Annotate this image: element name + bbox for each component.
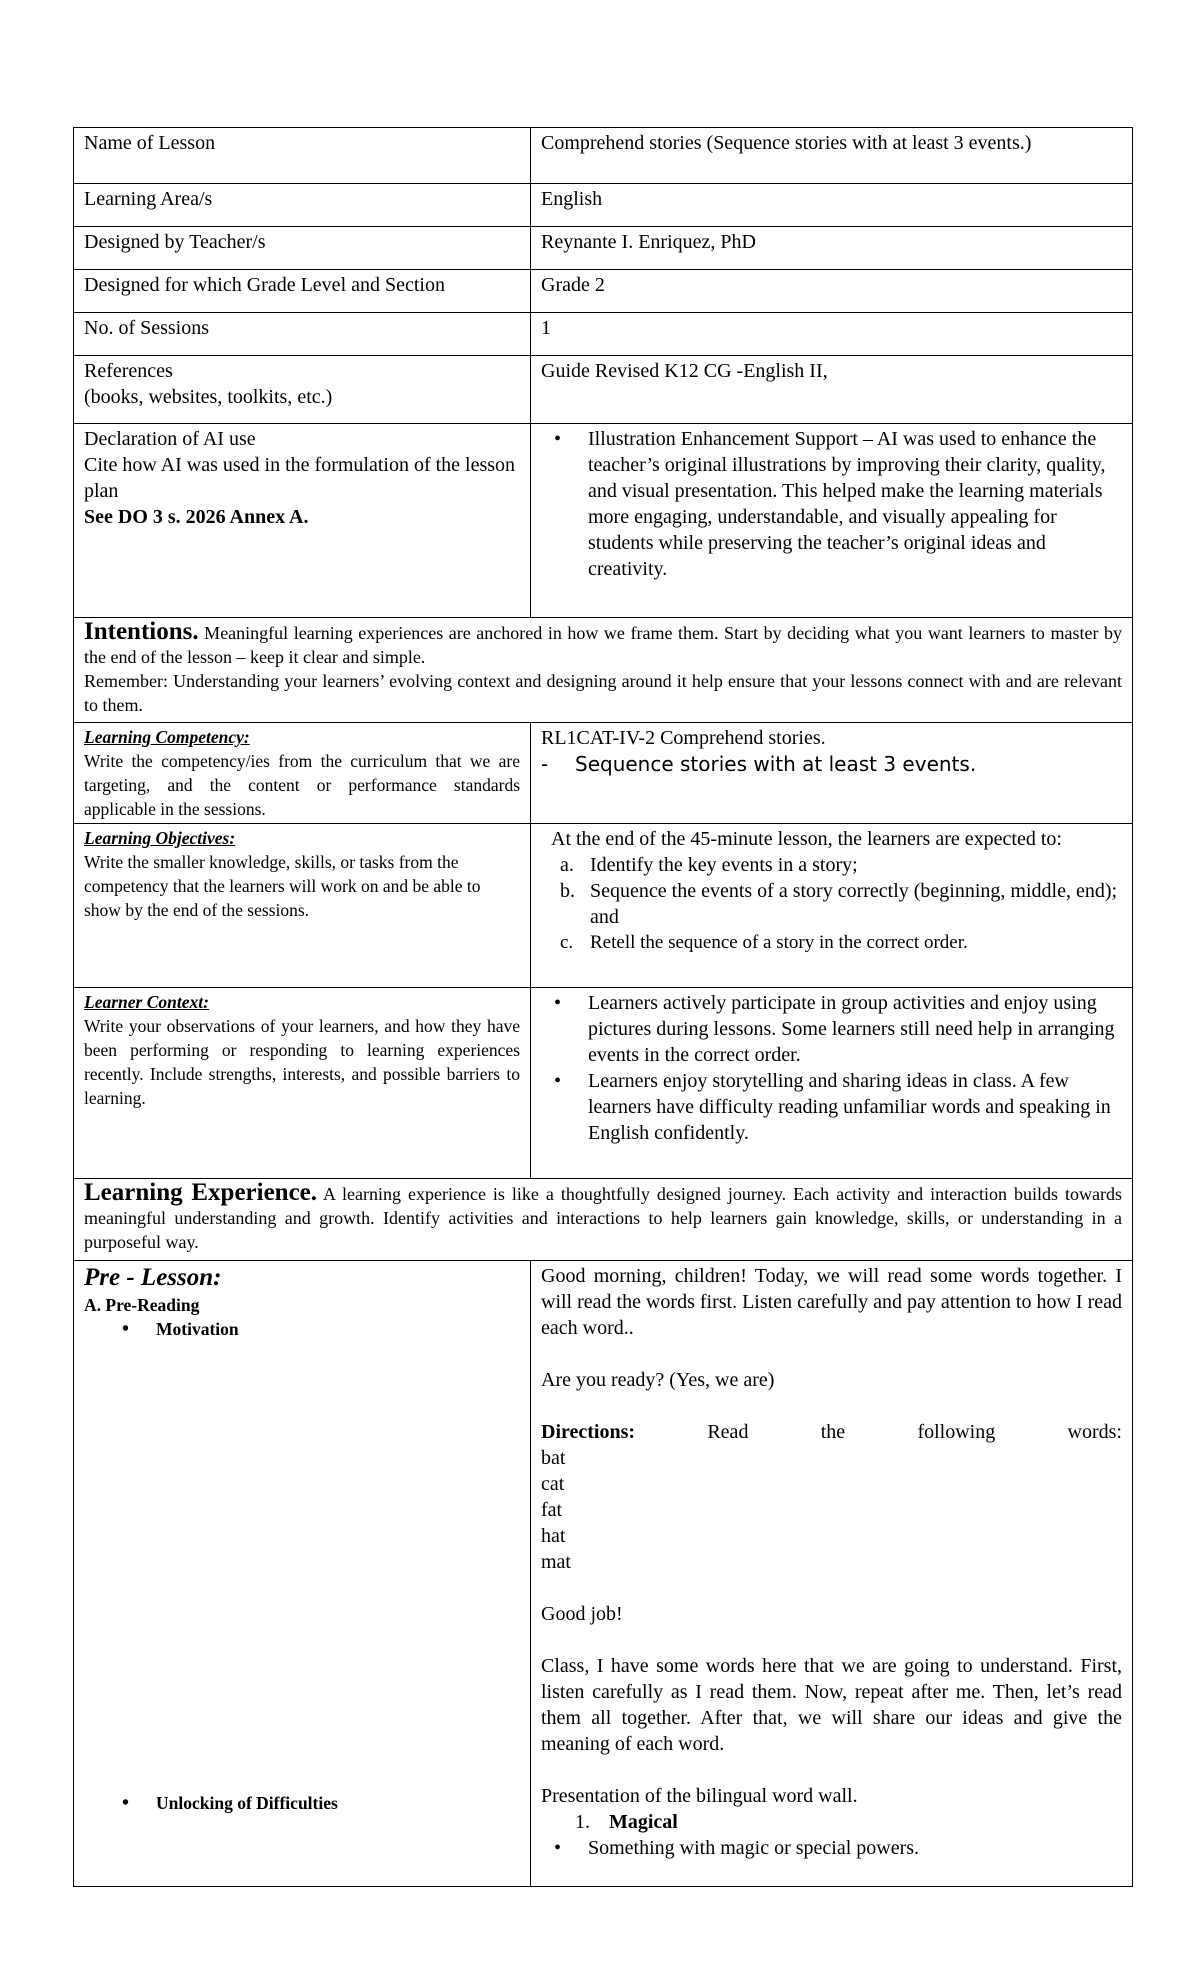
- word-item: hat: [541, 1525, 566, 1547]
- references-subtitle: (books, websites, toolkits, etc.): [84, 386, 333, 408]
- value-grade-level: Grade 2: [531, 270, 1133, 313]
- label-grade-level: Designed for which Grade Level and Section: [74, 270, 531, 313]
- competency-code: RL1CAT-IV-2 Comprehend stories.: [541, 727, 826, 749]
- label-name-of-lesson: Name of Lesson: [74, 128, 531, 184]
- context-desc: Write your observations of your learners, and how they have been performing or responding to learning experiences recently. Include strengths, interests, and possible barriers to learning.: [84, 1016, 520, 1108]
- label-ai-use: [74, 424, 531, 618]
- directions-word: Read: [707, 1421, 749, 1443]
- label-designed-by: Designed by Teacher/s: [74, 227, 531, 270]
- competency-value-cell: [531, 723, 1133, 824]
- row-designed-by: [74, 227, 1133, 270]
- row-learning-experience: [74, 1179, 1133, 1261]
- row-objectives: [74, 824, 1133, 988]
- prereading-list: [84, 1317, 520, 1341]
- lesson-plan-table: [73, 127, 1133, 1887]
- objectives-list: [551, 852, 1122, 956]
- intentions-heading: Intentions.: [84, 618, 199, 645]
- directions-word: following: [917, 1421, 996, 1443]
- competency-desc: Write the competency/ies from the curriculum that we are targeting, and the content or performance standards applicable in the sessions.: [84, 751, 520, 819]
- prelesson-heading: Pre - Lesson:: [84, 1264, 222, 1291]
- unlocking-list: [84, 1791, 338, 1815]
- objectives-intro: At the end of the 45-minute lesson, the learners are expected to:: [551, 828, 1062, 850]
- intentions-cell: [74, 618, 1133, 723]
- directions-word: words:: [1067, 1421, 1122, 1443]
- motivation-item: • Motivation: [156, 1317, 520, 1341]
- class-text: Class, I have some words here that we are going to understand. First, listen carefully as I read them. Now, repeat after me. Then, let’s read them all together. After that, we will share our ideas and give the meaning of each word.: [541, 1655, 1122, 1755]
- row-competency: [74, 723, 1133, 824]
- competency-label-cell: [74, 723, 531, 824]
- word-item: mat: [541, 1551, 571, 1573]
- directions-label: Directions:: [541, 1421, 636, 1443]
- word-item: fat: [541, 1499, 563, 1521]
- lesson-plan-document: [73, 127, 1132, 1887]
- word-wall-number: 1.: [575, 1811, 590, 1833]
- value-name-of-lesson: Comprehend stories (Sequence stories with at least 3 events.): [531, 128, 1133, 184]
- word-wall-def-list: [541, 1835, 1122, 1861]
- ai-use-instruction: Cite how AI was used in the formulation of the lesson plan: [84, 454, 516, 502]
- objective-item: b. Sequence the events of a story correctly (beginning, middle, end); and: [560, 880, 1118, 928]
- competency-item: Sequence stories with at least 3 events.: [575, 752, 977, 776]
- prelesson-value-cell: [531, 1261, 1133, 1887]
- directions-line: [541, 1419, 1122, 1445]
- directions-word: the: [820, 1421, 846, 1443]
- unlocking-item: • Unlocking of Difficulties: [156, 1791, 338, 1815]
- competency-heading: Learning Competency:: [84, 727, 250, 747]
- row-references: [74, 356, 1133, 424]
- intentions-remember: Remember: Understanding your learners’ evolving context and designing around it help ensure that your lessons connect with and are relevant to them.: [84, 671, 1122, 715]
- intentions-text: Meaningful learning experiences are anchored in how we frame them. Start by deciding what you want learners to master by the end of the lesson – keep it clear and simple.: [84, 623, 1122, 667]
- ai-use-title: Declaration of AI use: [84, 428, 256, 450]
- objective-item: a. Identify the key events in a story;: [560, 854, 858, 876]
- row-learning-area: [74, 184, 1133, 227]
- objective-item: c. Retell the sequence of a story in the correct order.: [560, 932, 968, 953]
- word-wall-definition: • Something with magic or special powers.: [588, 1835, 1122, 1861]
- row-ai-use: [74, 424, 1133, 618]
- prelesson-label-cell: [74, 1261, 531, 1887]
- context-list: [541, 990, 1122, 1146]
- ai-use-list: [541, 426, 1122, 582]
- row-pre-lesson: [74, 1261, 1133, 1887]
- ai-use-bullet: • Illustration Enhancement Support – AI was used to enhance the teacher’s original illustrations by improving their clarity, quality, and visual presentation. This helped make the learning materials more engaging, understandable, and visually appealing for students while preserving the teacher’s original ideas and creativity.: [588, 426, 1122, 582]
- presentation-text: Presentation of the bilingual word wall.: [541, 1785, 858, 1807]
- references-title: References: [84, 360, 173, 382]
- context-bullet: • Learners actively participate in group activities and enjoy using pictures during lessons. Some learners still need help in arranging events in the correct order.: [588, 990, 1122, 1068]
- experience-text: A learning experience is like a thoughtfully designed journey. Each activity and interaction builds towards meaningful understanding and growth. Identify activities and interactions to help learners gain knowledge, skills, or understanding in a purposeful way.: [84, 1184, 1123, 1252]
- goodjob-text: Good job!: [541, 1603, 623, 1625]
- word-wall-word: Magical: [609, 1811, 678, 1833]
- context-bullet: • Learners enjoy storytelling and sharing ideas in class. A few learners have difficulty reading unfamiliar words and speaking in English confidently.: [588, 1068, 1122, 1146]
- value-learning-area: English: [531, 184, 1133, 227]
- word-wall-item: [541, 1809, 1122, 1835]
- objectives-value-cell: [531, 824, 1133, 988]
- label-references: [74, 356, 531, 424]
- objectives-desc: Write the smaller knowledge, skills, or tasks from the competency that the learners will work on and be able to show by the end of the sessions.: [84, 852, 481, 920]
- value-ai-use: [531, 424, 1133, 618]
- greeting-text: Good morning, children! Today, we will read some words together. I will read the words first. Listen carefully and pay attention to how I read each word..: [541, 1265, 1122, 1339]
- row-sessions: [74, 313, 1133, 356]
- word-item: bat: [541, 1447, 566, 1469]
- row-intentions: [74, 618, 1133, 723]
- context-heading: Learner Context:: [84, 992, 209, 1012]
- ready-text: Are you ready? (Yes, we are): [541, 1369, 775, 1391]
- experience-heading: Learning Experience.: [84, 1179, 318, 1206]
- ai-use-reference: See DO 3 s. 2026 Annex A.: [84, 506, 309, 528]
- value-references: Guide Revised K12 CG -English II,: [531, 356, 1133, 424]
- prereading-heading: A. Pre-Reading: [84, 1295, 200, 1315]
- objectives-heading: Learning Objectives:: [84, 828, 236, 848]
- experience-cell: [74, 1179, 1133, 1261]
- label-sessions: No. of Sessions: [74, 313, 531, 356]
- objectives-label-cell: [74, 824, 531, 988]
- context-value-cell: [531, 988, 1133, 1179]
- word-item: cat: [541, 1473, 565, 1495]
- value-sessions: 1: [531, 313, 1133, 356]
- competency-dash: -: [541, 752, 549, 776]
- row-grade-level: [74, 270, 1133, 313]
- label-learning-area: Learning Area/s: [74, 184, 531, 227]
- value-designed-by: Reynante I. Enriquez, PhD: [531, 227, 1133, 270]
- context-label-cell: [74, 988, 531, 1179]
- row-learner-context: [74, 988, 1133, 1179]
- row-name-of-lesson: [74, 128, 1133, 184]
